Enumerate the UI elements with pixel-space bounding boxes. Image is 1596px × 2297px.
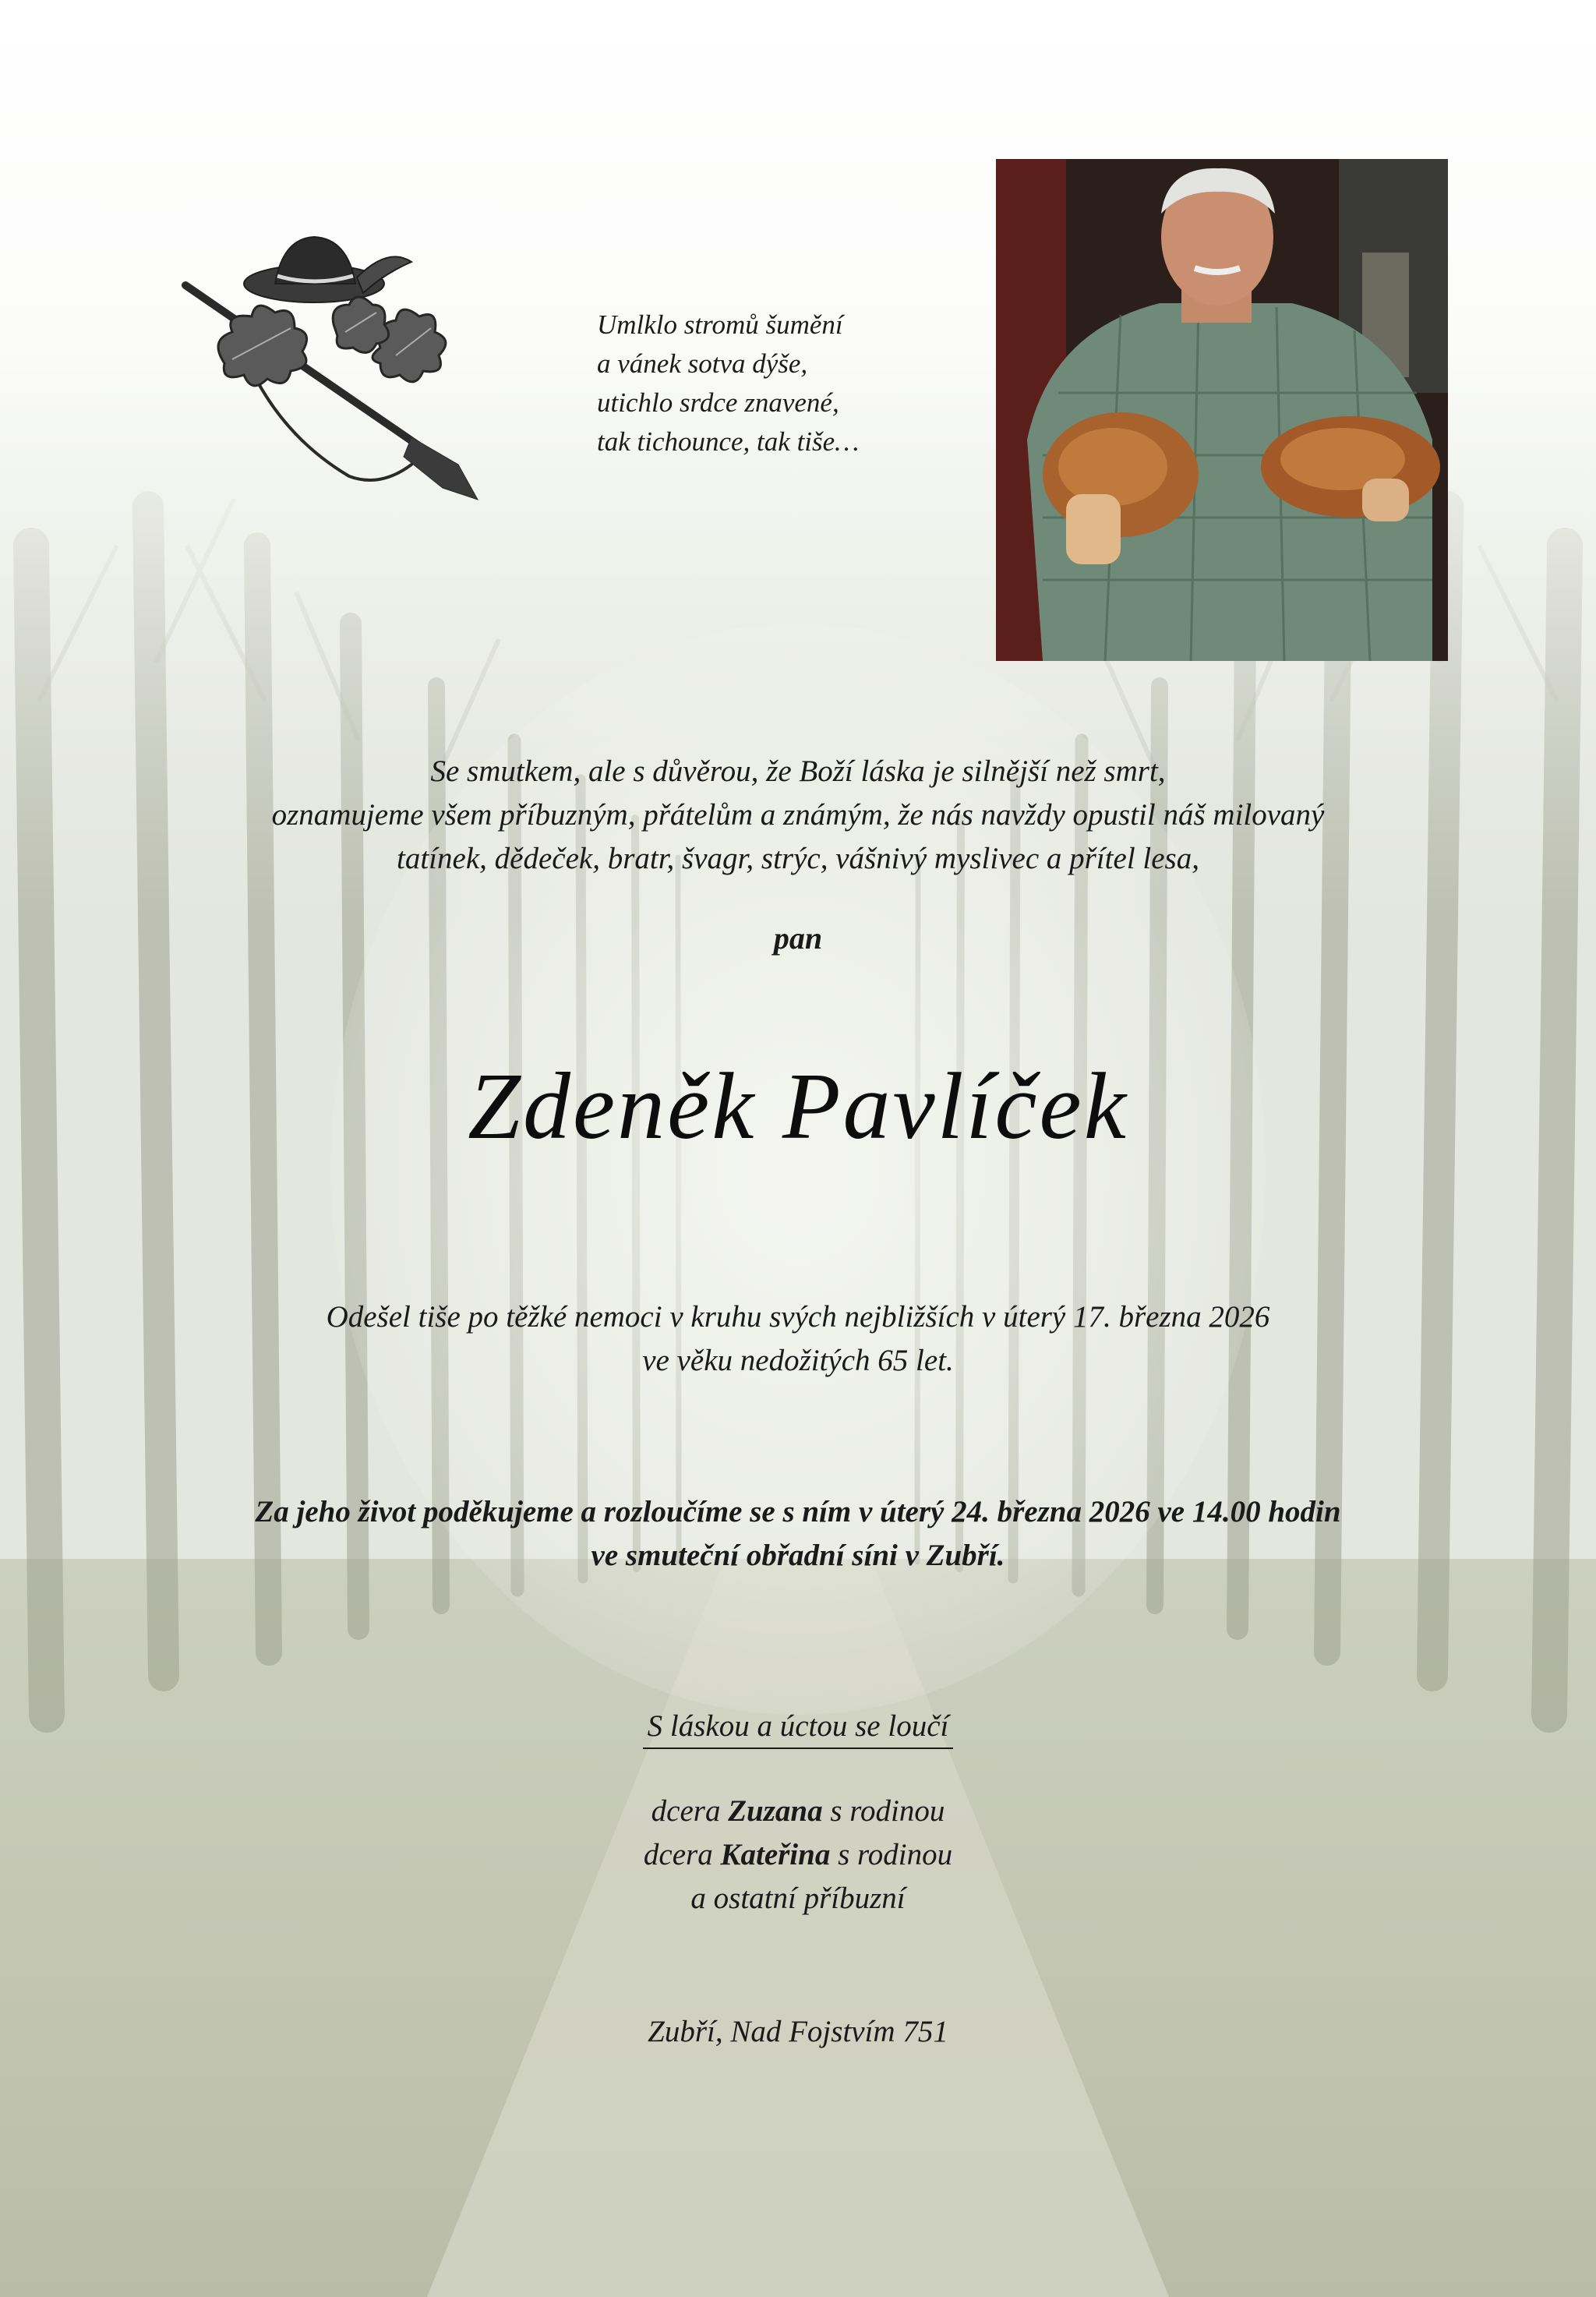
- mourner-line: [0, 1790, 1596, 1833]
- ceremony-line: ve smuteční obřadní síni v Zubří.: [591, 1539, 1005, 1572]
- poem-line: utichlo srdce znavené,: [597, 387, 839, 418]
- poem: [597, 306, 924, 461]
- mourner-line: [0, 1877, 1596, 1921]
- poem-line: tak tichounce, tak tiše…: [597, 426, 860, 457]
- portrait-photo: [996, 159, 1448, 661]
- mourners-list: [0, 1790, 1596, 1921]
- poem-line: a vánek sotva dýše,: [597, 348, 808, 379]
- farewell-heading: [0, 1709, 1596, 1744]
- farewell-heading-text: S láskou a úctou se loučí: [643, 1709, 954, 1749]
- mourner-relation: a ostatní příbuzní: [690, 1882, 906, 1915]
- mourner-suffix: s rodinou: [822, 1794, 945, 1828]
- death-notice-line: Odešel tiše po těžké nemoci v kruhu svých nejbližších v úterý 17. března 2026: [326, 1300, 1270, 1334]
- ceremony-line: Za jeho život poděkujeme a rozloučíme se s ním v úterý 24. března 2026 ve 14.00 hodin: [255, 1495, 1341, 1528]
- mourner-relation: dcera: [643, 1838, 721, 1871]
- mourner-line: [0, 1833, 1596, 1877]
- ceremony-notice: [0, 1490, 1596, 1578]
- mourner-name: Kateřina: [720, 1838, 831, 1871]
- poem-line: Umlklo stromů šumění: [597, 309, 843, 340]
- intro-line: oznamujeme všem příbuzným, přátelům a známým, že nás navždy opustil náš milovaný: [271, 798, 1325, 832]
- title-word: pan: [773, 921, 823, 956]
- mourner-relation: dcera: [651, 1794, 729, 1828]
- announcement-intro: [0, 750, 1596, 881]
- mourner-suffix: s rodinou: [830, 1838, 953, 1871]
- death-notice-line: ve věku nedožitých 65 let.: [642, 1344, 954, 1377]
- death-notice: [0, 1295, 1596, 1383]
- intro-line: Se smutkem, ale s důvěrou, že Boží láska je silnější než smrt,: [430, 754, 1166, 788]
- hunting-emblem-icon: [178, 231, 497, 519]
- address: Zubří, Nad Fojstvím 751: [648, 2015, 948, 2048]
- intro-line: tatínek, dědeček, bratr, švagr, strýc, vášnivý myslivec a přítel lesa,: [397, 842, 1199, 875]
- mourner-name: Zuzana: [728, 1794, 823, 1828]
- deceased-name: Zdeněk Pavlíček: [468, 1054, 1128, 1159]
